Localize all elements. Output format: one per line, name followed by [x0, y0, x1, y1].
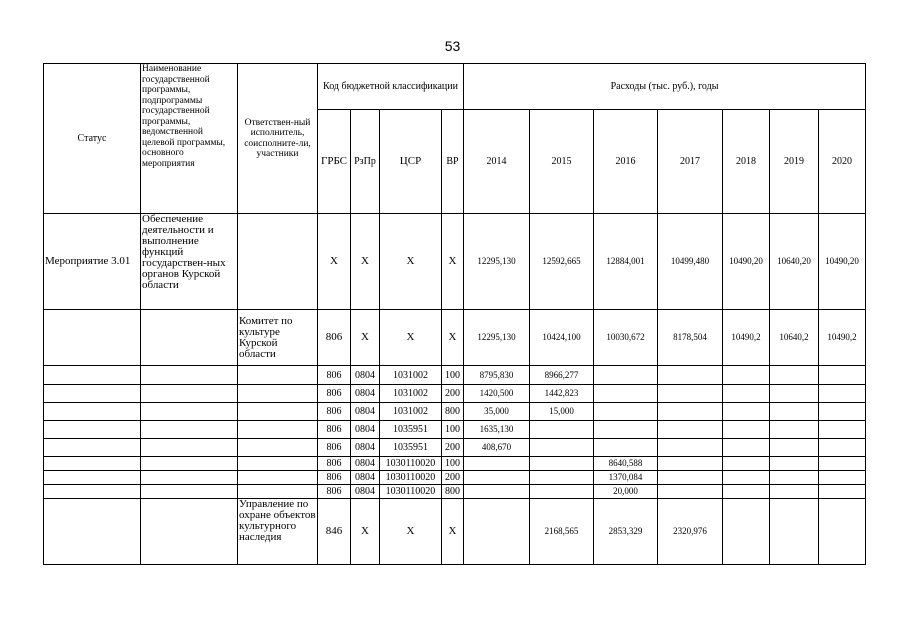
cell-rzpr: 0804	[351, 385, 380, 403]
empty-cell	[141, 471, 238, 485]
table-row	[44, 421, 866, 439]
cell-value	[770, 366, 819, 385]
cell-vr: 100	[442, 457, 464, 471]
header-rzpr: РзПр	[351, 110, 380, 214]
cell-value	[770, 439, 819, 457]
header-vr: ВР	[442, 110, 464, 214]
cell-value: 408,670	[464, 439, 530, 457]
header-year: 2015	[530, 110, 594, 214]
cell-value	[770, 499, 819, 565]
cell-value: 12592,665	[530, 214, 594, 310]
cell-value	[658, 457, 723, 471]
committee-responsible: Комитет по культуре Курской области	[238, 310, 318, 366]
cell-value	[594, 403, 658, 421]
empty-cell	[141, 421, 238, 439]
cell-value: 10490,20	[723, 214, 770, 310]
cell-value	[594, 385, 658, 403]
header-budget-code: Код бюджетной классификации	[318, 64, 464, 110]
cell-grbs: 806	[318, 366, 351, 385]
cell-value	[723, 471, 770, 485]
empty-cell	[141, 439, 238, 457]
cell-rzpr: 0804	[351, 457, 380, 471]
cell-grbs: 806	[318, 471, 351, 485]
cell-rzpr: 0804	[351, 485, 380, 499]
cell-value: 8178,504	[658, 310, 723, 366]
table-row	[44, 439, 866, 457]
cell-value: 10490,2	[723, 310, 770, 366]
header-csr: ЦСР	[380, 110, 442, 214]
cell-value	[723, 385, 770, 403]
cell-value	[464, 471, 530, 485]
cell-value	[530, 421, 594, 439]
cell-value	[770, 485, 819, 499]
empty-cell	[44, 385, 141, 403]
cell-value: 8966,277	[530, 366, 594, 385]
table-row	[44, 471, 866, 485]
cell-value: 8795,830	[464, 366, 530, 385]
empty-cell	[238, 457, 318, 471]
cell-value: 10640,2	[770, 310, 819, 366]
cell-value	[658, 471, 723, 485]
cell-value: 10030,672	[594, 310, 658, 366]
table-row	[44, 366, 866, 385]
empty-cell	[238, 421, 318, 439]
cell-value	[658, 485, 723, 499]
heritage-row	[44, 499, 866, 565]
table-row	[44, 385, 866, 403]
cell-value	[530, 439, 594, 457]
header-row-1	[44, 64, 866, 110]
empty-cell	[141, 457, 238, 471]
cell-grbs: 806	[318, 403, 351, 421]
header-year: 2020	[819, 110, 866, 214]
cell-value	[819, 457, 866, 471]
cell-value: 10490,20	[819, 214, 866, 310]
cell-value	[770, 471, 819, 485]
activity-row	[44, 214, 866, 310]
cell-grbs: 846	[318, 499, 351, 565]
empty-cell	[238, 385, 318, 403]
heritage-responsible: Управление по охране объектов культурного наследия	[238, 499, 318, 565]
cell-value	[464, 499, 530, 565]
empty-cell	[44, 310, 141, 366]
empty-cell	[141, 385, 238, 403]
cell-vr: Х	[442, 214, 464, 310]
cell-value	[658, 366, 723, 385]
header-year: 2017	[658, 110, 723, 214]
cell-value: 1420,500	[464, 385, 530, 403]
cell-grbs: 806	[318, 385, 351, 403]
cell-rzpr: 0804	[351, 421, 380, 439]
cell-vr: 200	[442, 385, 464, 403]
cell-vr: 100	[442, 366, 464, 385]
committee-row	[44, 310, 866, 366]
cell-value: 2853,329	[594, 499, 658, 565]
cell-value	[819, 499, 866, 565]
cell-value: 10499,480	[658, 214, 723, 310]
table-row	[44, 457, 866, 471]
cell-value	[464, 485, 530, 499]
cell-value	[819, 366, 866, 385]
cell-value: 8640,588	[594, 457, 658, 471]
cell-vr: 800	[442, 485, 464, 499]
empty-cell	[44, 485, 141, 499]
cell-value	[770, 385, 819, 403]
cell-value	[658, 439, 723, 457]
detail-rows	[44, 366, 866, 499]
empty-cell	[238, 439, 318, 457]
empty-cell	[141, 310, 238, 366]
empty-cell	[44, 421, 141, 439]
cell-value	[464, 457, 530, 471]
empty-cell	[44, 457, 141, 471]
cell-csr: 1030110020	[380, 471, 442, 485]
empty-cell	[44, 499, 141, 565]
cell-value	[723, 485, 770, 499]
cell-grbs: 806	[318, 310, 351, 366]
cell-value	[658, 385, 723, 403]
empty-cell	[238, 403, 318, 421]
cell-value: 15,000	[530, 403, 594, 421]
cell-value	[723, 403, 770, 421]
cell-csr: 1031002	[380, 366, 442, 385]
cell-value	[819, 485, 866, 499]
cell-vr: 800	[442, 403, 464, 421]
cell-value	[594, 421, 658, 439]
table-row	[44, 403, 866, 421]
cell-value: 12295,130	[464, 310, 530, 366]
cell-csr: 1035951	[380, 421, 442, 439]
cell-value: 12295,130	[464, 214, 530, 310]
cell-value	[819, 421, 866, 439]
cell-value	[723, 421, 770, 439]
cell-csr: Х	[380, 310, 442, 366]
cell-csr: 1030110020	[380, 485, 442, 499]
cell-value: 12884,001	[594, 214, 658, 310]
cell-csr: Х	[380, 499, 442, 565]
cell-vr: Х	[442, 310, 464, 366]
empty-cell	[141, 366, 238, 385]
empty-cell	[141, 499, 238, 565]
cell-vr: 200	[442, 439, 464, 457]
header-year: 2019	[770, 110, 819, 214]
cell-vr: 200	[442, 471, 464, 485]
cell-value: 2320,976	[658, 499, 723, 565]
header-grbs: ГРБС	[318, 110, 351, 214]
empty-cell	[44, 471, 141, 485]
cell-value	[723, 439, 770, 457]
cell-csr: 1030110020	[380, 457, 442, 471]
cell-value	[723, 499, 770, 565]
cell-value	[770, 403, 819, 421]
activity-status: Мероприятие 3.01	[44, 214, 141, 310]
cell-value	[819, 439, 866, 457]
cell-rzpr: Х	[351, 499, 380, 565]
activity-responsible	[238, 214, 318, 310]
cell-value: 35,000	[464, 403, 530, 421]
cell-csr: Х	[380, 214, 442, 310]
header-status: Статус	[44, 64, 141, 214]
cell-value: 10490,2	[819, 310, 866, 366]
cell-value	[819, 471, 866, 485]
cell-value	[530, 471, 594, 485]
cell-grbs: 806	[318, 439, 351, 457]
cell-value	[594, 439, 658, 457]
cell-value	[658, 403, 723, 421]
empty-cell	[238, 366, 318, 385]
header-year: 2016	[594, 110, 658, 214]
header-name: Наименование государственной программы, подпрограммы государственной программы, ведомственной целевой программы, основного мероприятия	[141, 64, 238, 214]
cell-value: 1442,823	[530, 385, 594, 403]
header-responsible: Ответствен-ный исполнитель, соисполните-ли, участники	[238, 64, 318, 214]
cell-grbs: Х	[318, 214, 351, 310]
cell-rzpr: Х	[351, 310, 380, 366]
page-number: 53	[444, 38, 461, 54]
cell-csr: 1031002	[380, 385, 442, 403]
cell-rzpr: 0804	[351, 439, 380, 457]
empty-cell	[238, 485, 318, 499]
cell-value	[819, 385, 866, 403]
cell-value	[770, 457, 819, 471]
activity-name: Обеспечение деятельности и выполнение функций государствен-ных органов Курской области	[141, 214, 238, 310]
header-expenses: Расходы (тыс. руб.), годы	[464, 64, 866, 110]
cell-value: 2168,565	[530, 499, 594, 565]
budget-table	[43, 63, 866, 565]
cell-value: 10424,100	[530, 310, 594, 366]
cell-rzpr: 0804	[351, 403, 380, 421]
empty-cell	[141, 485, 238, 499]
cell-vr: Х	[442, 499, 464, 565]
empty-cell	[44, 403, 141, 421]
cell-csr: 1035951	[380, 439, 442, 457]
cell-value: 10640,20	[770, 214, 819, 310]
cell-rzpr: Х	[351, 214, 380, 310]
cell-vr: 100	[442, 421, 464, 439]
cell-value: 1635,130	[464, 421, 530, 439]
cell-grbs: 806	[318, 421, 351, 439]
empty-cell	[44, 439, 141, 457]
empty-cell	[44, 366, 141, 385]
cell-value	[658, 421, 723, 439]
cell-value	[770, 421, 819, 439]
cell-value	[819, 403, 866, 421]
header-year: 2014	[464, 110, 530, 214]
cell-value	[530, 485, 594, 499]
cell-grbs: 806	[318, 485, 351, 499]
cell-value	[530, 457, 594, 471]
cell-value	[723, 366, 770, 385]
cell-value	[594, 366, 658, 385]
cell-grbs: 806	[318, 457, 351, 471]
empty-cell	[238, 471, 318, 485]
cell-value: 20,000	[594, 485, 658, 499]
header-year: 2018	[723, 110, 770, 214]
cell-value	[723, 457, 770, 471]
empty-cell	[141, 403, 238, 421]
table-row	[44, 485, 866, 499]
cell-value: 1370,084	[594, 471, 658, 485]
cell-rzpr: 0804	[351, 366, 380, 385]
cell-rzpr: 0804	[351, 471, 380, 485]
cell-csr: 1031002	[380, 403, 442, 421]
